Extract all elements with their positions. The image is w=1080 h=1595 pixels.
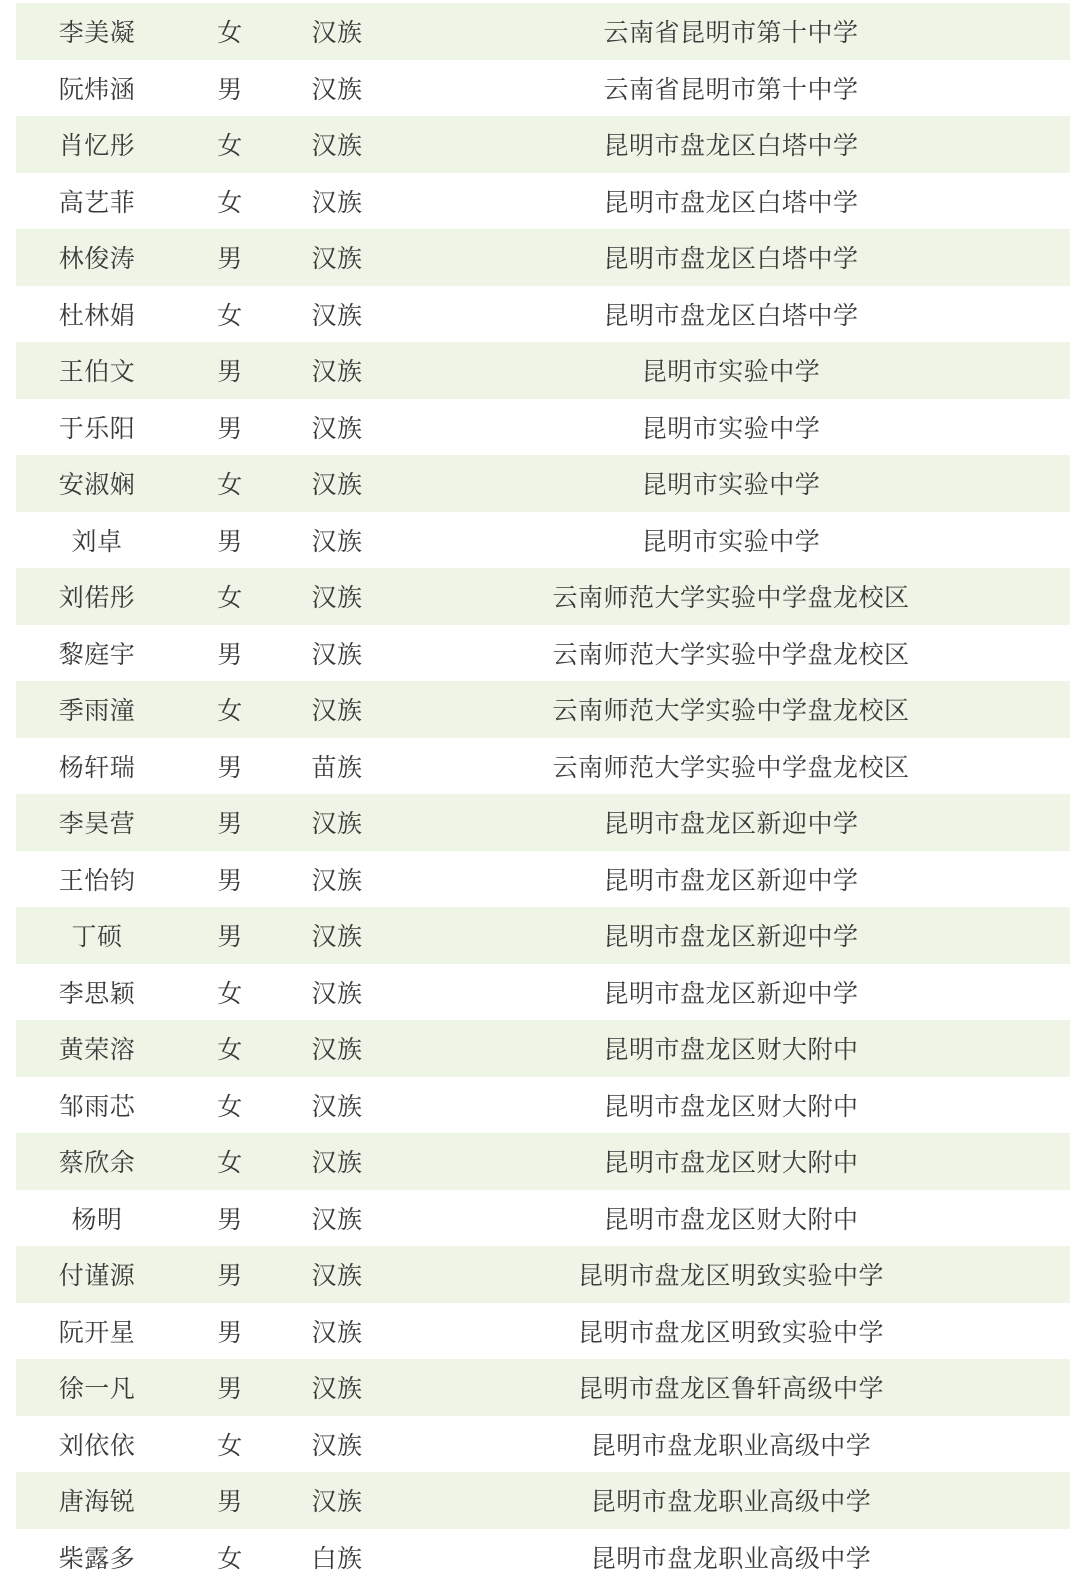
student-name-cell: 李昊营 [58, 809, 136, 839]
ethnicity-cell: 汉族 [311, 300, 363, 330]
ethnicity-cell: 汉族 [311, 1430, 363, 1460]
student-name-cell: 杨明 [71, 1204, 123, 1234]
gender-cell: 男 [217, 865, 243, 895]
student-name-cell: 邹雨芯 [58, 1091, 136, 1121]
ethnicity-cell: 汉族 [311, 187, 363, 217]
student-name-cell: 王怡钧 [58, 865, 136, 895]
gender-cell: 女 [217, 583, 243, 613]
student-name-cell: 刘卓 [71, 526, 123, 556]
ethnicity-cell: 汉族 [311, 1148, 363, 1178]
gender-cell: 女 [217, 18, 243, 48]
table-row [16, 60, 1070, 117]
student-name-cell: 蔡欣余 [58, 1148, 136, 1178]
table-row [16, 681, 1070, 738]
ethnicity-cell: 汉族 [311, 131, 363, 161]
ethnicity-cell: 汉族 [311, 1374, 363, 1404]
student-name-cell: 刘依依 [58, 1430, 136, 1460]
school-cell: 昆明市实验中学 [641, 357, 821, 387]
ethnicity-cell: 汉族 [311, 865, 363, 895]
ethnicity-cell: 汉族 [311, 357, 363, 387]
school-cell: 昆明市盘龙区新迎中学 [603, 978, 859, 1008]
school-cell: 云南师范大学实验中学盘龙校区 [552, 583, 910, 613]
student-name-cell: 于乐阳 [58, 413, 136, 443]
gender-cell: 男 [217, 1374, 243, 1404]
gender-cell: 男 [217, 922, 243, 952]
school-cell: 昆明市实验中学 [641, 470, 821, 500]
table-row [16, 173, 1070, 230]
school-cell: 昆明市盘龙区财大附中 [603, 1091, 859, 1121]
school-cell: 昆明市盘龙区白塔中学 [603, 187, 859, 217]
ethnicity-cell: 苗族 [311, 752, 363, 782]
school-cell: 昆明市实验中学 [641, 413, 821, 443]
table-row [16, 851, 1070, 908]
table-row [16, 399, 1070, 456]
school-cell: 昆明市盘龙区白塔中学 [603, 131, 859, 161]
student-name-cell: 杨轩瑞 [58, 752, 136, 782]
student-name-cell: 季雨潼 [58, 696, 136, 726]
gender-cell: 女 [217, 300, 243, 330]
table-row [16, 964, 1070, 1021]
student-name-cell: 柴露多 [58, 1543, 136, 1573]
table-row [16, 907, 1070, 964]
gender-cell: 女 [217, 978, 243, 1008]
table-row [16, 1190, 1070, 1247]
student-roster-table [16, 3, 1070, 1585]
school-cell: 昆明市盘龙区鲁轩高级中学 [577, 1374, 884, 1404]
gender-cell: 男 [217, 244, 243, 274]
student-name-cell: 安淑娴 [58, 470, 136, 500]
ethnicity-cell: 汉族 [311, 1204, 363, 1234]
ethnicity-cell: 汉族 [311, 583, 363, 613]
table-row [16, 794, 1070, 851]
ethnicity-cell: 汉族 [311, 470, 363, 500]
ethnicity-cell: 汉族 [311, 922, 363, 952]
table-row [16, 738, 1070, 795]
gender-cell: 男 [217, 1204, 243, 1234]
table-row [16, 1416, 1070, 1473]
school-cell: 昆明市盘龙职业高级中学 [590, 1487, 872, 1517]
table-row [16, 1020, 1070, 1077]
ethnicity-cell: 汉族 [311, 1261, 363, 1291]
ethnicity-cell: 汉族 [311, 1317, 363, 1347]
ethnicity-cell: 汉族 [311, 1487, 363, 1517]
gender-cell: 女 [217, 1430, 243, 1460]
gender-cell: 女 [217, 1035, 243, 1065]
ethnicity-cell: 汉族 [311, 526, 363, 556]
school-cell: 昆明市盘龙区明致实验中学 [577, 1317, 884, 1347]
table-row [16, 286, 1070, 343]
table-row [16, 625, 1070, 682]
gender-cell: 男 [217, 1261, 243, 1291]
table-row [16, 1133, 1070, 1190]
student-name-cell: 黎庭宇 [58, 639, 136, 669]
student-name-cell: 肖忆彤 [58, 131, 136, 161]
school-cell: 昆明市盘龙区财大附中 [603, 1035, 859, 1065]
gender-cell: 女 [217, 470, 243, 500]
gender-cell: 男 [217, 809, 243, 839]
gender-cell: 男 [217, 639, 243, 669]
student-name-cell: 林俊涛 [58, 244, 136, 274]
gender-cell: 男 [217, 413, 243, 443]
table-row [16, 229, 1070, 286]
school-cell: 昆明市盘龙职业高级中学 [590, 1543, 872, 1573]
gender-cell: 男 [217, 357, 243, 387]
student-name-cell: 阮炜涵 [58, 74, 136, 104]
student-name-cell: 付谨源 [58, 1261, 136, 1291]
school-cell: 昆明市盘龙职业高级中学 [590, 1430, 872, 1460]
table-row [16, 1472, 1070, 1529]
table-row [16, 455, 1070, 512]
ethnicity-cell: 汉族 [311, 978, 363, 1008]
school-cell: 云南师范大学实验中学盘龙校区 [552, 696, 910, 726]
table-row [16, 1359, 1070, 1416]
table-row [16, 568, 1070, 625]
student-name-cell: 高艺菲 [58, 187, 136, 217]
student-name-cell: 李美凝 [58, 18, 136, 48]
gender-cell: 男 [217, 752, 243, 782]
student-name-cell: 黄荣溶 [58, 1035, 136, 1065]
ethnicity-cell: 汉族 [311, 18, 363, 48]
gender-cell: 女 [217, 187, 243, 217]
student-name-cell: 阮开星 [58, 1317, 136, 1347]
school-cell: 昆明市实验中学 [641, 526, 821, 556]
gender-cell: 女 [217, 131, 243, 161]
ethnicity-cell: 汉族 [311, 74, 363, 104]
gender-cell: 男 [217, 74, 243, 104]
ethnicity-cell: 汉族 [311, 809, 363, 839]
student-name-cell: 丁硕 [71, 922, 123, 952]
ethnicity-cell: 汉族 [311, 413, 363, 443]
table-row [16, 1077, 1070, 1134]
student-name-cell: 杜林娟 [58, 300, 136, 330]
ethnicity-cell: 汉族 [311, 696, 363, 726]
school-cell: 云南省昆明市第十中学 [603, 18, 859, 48]
table-row [16, 116, 1070, 173]
student-name-cell: 徐一凡 [58, 1374, 136, 1404]
table-row [16, 3, 1070, 60]
gender-cell: 女 [217, 1091, 243, 1121]
school-cell: 昆明市盘龙区白塔中学 [603, 300, 859, 330]
student-name-cell: 刘偌彤 [58, 583, 136, 613]
table-row [16, 342, 1070, 399]
school-cell: 昆明市盘龙区新迎中学 [603, 922, 859, 952]
ethnicity-cell: 汉族 [311, 244, 363, 274]
gender-cell: 男 [217, 1487, 243, 1517]
table-row [16, 1246, 1070, 1303]
school-cell: 昆明市盘龙区财大附中 [603, 1148, 859, 1178]
school-cell: 云南师范大学实验中学盘龙校区 [552, 639, 910, 669]
ethnicity-cell: 汉族 [311, 639, 363, 669]
school-cell: 昆明市盘龙区明致实验中学 [577, 1261, 884, 1291]
gender-cell: 男 [217, 526, 243, 556]
ethnicity-cell: 白族 [311, 1543, 363, 1573]
table-row [16, 512, 1070, 569]
student-name-cell: 唐海锐 [58, 1487, 136, 1517]
gender-cell: 男 [217, 1317, 243, 1347]
school-cell: 云南师范大学实验中学盘龙校区 [552, 752, 910, 782]
gender-cell: 女 [217, 1148, 243, 1178]
student-name-cell: 李思颖 [58, 978, 136, 1008]
school-cell: 昆明市盘龙区财大附中 [603, 1204, 859, 1234]
gender-cell: 女 [217, 1543, 243, 1573]
school-cell: 云南省昆明市第十中学 [603, 74, 859, 104]
table-row [16, 1303, 1070, 1360]
school-cell: 昆明市盘龙区白塔中学 [603, 244, 859, 274]
table-row [16, 1529, 1070, 1586]
ethnicity-cell: 汉族 [311, 1035, 363, 1065]
gender-cell: 女 [217, 696, 243, 726]
student-name-cell: 王伯文 [58, 357, 136, 387]
school-cell: 昆明市盘龙区新迎中学 [603, 809, 859, 839]
school-cell: 昆明市盘龙区新迎中学 [603, 865, 859, 895]
ethnicity-cell: 汉族 [311, 1091, 363, 1121]
